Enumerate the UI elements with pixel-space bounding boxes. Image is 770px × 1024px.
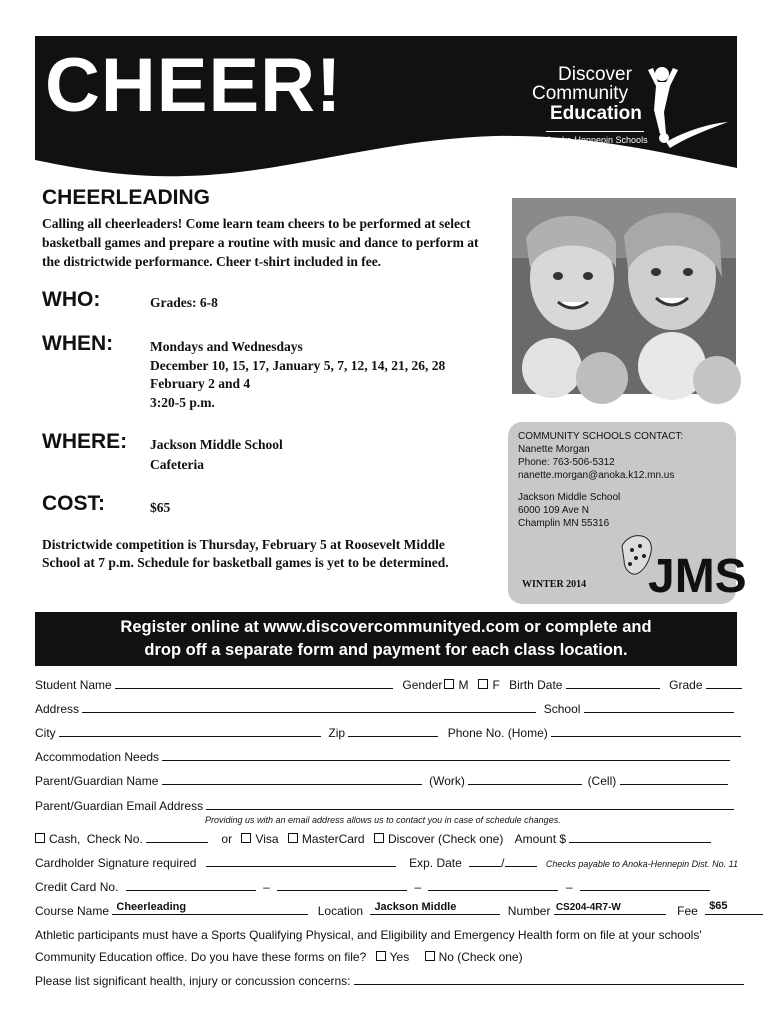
contact-address: 6000 109 Ave N [518, 505, 589, 516]
cash-label: Cash, [49, 832, 81, 846]
visa-checkbox[interactable] [241, 833, 251, 843]
logo-line2: Community [532, 83, 629, 104]
logo-line4: Anoka-Hennepin Schools [546, 135, 648, 145]
contact-phone: Phone: 763-506-5312 [518, 457, 615, 468]
cc-group4-field[interactable] [580, 880, 710, 891]
parent-name-label: Parent/Guardian Name [35, 774, 159, 788]
program-description: Calling all cheerleaders! Come learn team cheers to be performed at select basketball games and prepare a routine with music and dance to perform at the districtwide performance. Cheer t-shirt included in fee. [42, 216, 479, 269]
where-label: WHERE: [42, 430, 128, 453]
parent-email-label: Parent/Guardian Email Address [35, 799, 204, 813]
cell-label: (Cell) [587, 774, 617, 788]
concerns-field[interactable] [354, 974, 744, 985]
location-field[interactable] [370, 901, 500, 915]
where-line2: Cafeteria [150, 457, 204, 472]
discover-logo [532, 62, 732, 172]
number-label: Number [507, 904, 551, 918]
location-label: Location [317, 904, 364, 918]
yes-checkbox[interactable] [376, 951, 386, 961]
form-row-city [35, 726, 735, 740]
contact-school: Jackson Middle School [518, 492, 621, 503]
form-row-cardholder: Cardholder Signature required Exp. Date / Checks payable to Anoka-Hennepin Dist. No. 11 [35, 856, 738, 870]
yes-label: Yes [389, 950, 410, 964]
season-label: WINTER 2014 [522, 579, 587, 590]
competition-note: Districtwide competition is Thursday, February 5 at Roosevelt Middle School at 7 p.m. Schedule for basketball games is yet to be determined. [42, 537, 449, 570]
work-phone-field[interactable] [468, 774, 582, 785]
athletic-line1: Athletic participants must have a Sports Qualifying Physical, and Eligibility and Emergency Health form on file at your schools' [35, 928, 702, 942]
visa-label: Visa [255, 832, 279, 846]
amount-label: Amount $ [514, 832, 567, 846]
number-field[interactable] [554, 904, 666, 915]
contact-box [508, 422, 747, 604]
logo-line1: Discover [558, 64, 632, 85]
jms-logo-icon [618, 526, 747, 603]
gender-m-checkbox[interactable] [444, 679, 454, 689]
form-row-accommodation [35, 750, 735, 764]
form-row-credit-card: Credit Card No. – – – [35, 880, 735, 894]
zip-label: Zip [328, 726, 346, 740]
phone-home-label: Phone No. (Home) [447, 726, 548, 740]
exp-date-label: Exp. Date [409, 856, 462, 870]
athletic-line2: Community Education office. Do you have these forms on file? [35, 950, 367, 964]
contact-heading: COMMUNITY SCHOOLS CONTACT: [518, 431, 684, 442]
contact-email[interactable]: nanette.morgan@anoka.k12.mn.us [518, 470, 675, 481]
location-value: Jackson Middle [374, 901, 457, 913]
school-label: School [543, 702, 581, 716]
grade-field[interactable] [706, 678, 742, 689]
register-line2[interactable]: drop off a separate form and payment for each class location. [144, 641, 628, 659]
student-name-field[interactable] [115, 678, 393, 689]
photo-image [512, 198, 736, 394]
or-label: or [221, 832, 233, 846]
number-value: CS204-4R7-W [555, 902, 621, 913]
logo-divider [546, 131, 644, 132]
exp-month-field[interactable] [469, 856, 501, 867]
cc-group1-field[interactable] [126, 880, 256, 891]
form-row-parent [35, 774, 735, 788]
when-label: WHEN: [42, 332, 114, 355]
credit-card-label: Credit Card No. [35, 880, 119, 894]
page-title: CHEER! [45, 43, 343, 128]
email-note: Providing us with an email address allows us to contact you in case of schedule changes. [205, 815, 561, 825]
when-line1: Mondays and Wednesdays [150, 339, 303, 354]
mastercard-label: MasterCard [301, 832, 365, 846]
discover-checkbox[interactable] [374, 833, 384, 843]
address-label: Address [35, 702, 80, 716]
accommodation-label: Accommodation Needs [35, 750, 160, 764]
school-field[interactable] [584, 702, 734, 713]
where-line1: Jackson Middle School [150, 437, 283, 452]
check-no-label: Check No. [86, 832, 143, 846]
discover-label: Discover (Check one) [387, 832, 504, 846]
birth-date-field[interactable] [566, 678, 660, 689]
course-name-value: Cheerleading [116, 901, 187, 913]
when-line2: December 10, 15, 17, January 5, 7, 12, 14, 21, 26, 28 [150, 358, 446, 373]
form-row-concerns [35, 974, 735, 988]
register-banner [35, 612, 737, 666]
when-line3: February 2 and 4 [150, 376, 251, 391]
cell-phone-field[interactable] [620, 774, 728, 785]
student-name-label: Student Name [35, 678, 112, 692]
cc-group3-field[interactable] [428, 880, 558, 891]
parent-email-field[interactable] [206, 799, 734, 810]
course-name-field[interactable] [112, 901, 308, 915]
city-field[interactable] [59, 726, 321, 737]
form-row-payment [35, 832, 735, 846]
mastercard-checkbox[interactable] [288, 833, 298, 843]
form-row-forms-on-file [35, 950, 735, 964]
birth-date-label: Birth Date [509, 678, 563, 692]
parent-name-field[interactable] [162, 774, 422, 785]
gender-f-label: F [492, 678, 500, 692]
jms-logo-text: JMS [648, 550, 747, 603]
no-label: No (Check one) [438, 950, 523, 964]
form-row-student [35, 678, 735, 692]
course-name-label: Course Name [35, 904, 110, 918]
cost-value: $65 [150, 500, 171, 515]
gender-m-label: M [458, 678, 469, 692]
contact-name: Nanette Morgan [518, 444, 590, 455]
phone-home-field[interactable] [551, 726, 741, 737]
grade-label: Grade [669, 678, 703, 692]
gender-f-checkbox[interactable] [478, 679, 488, 689]
fee-field[interactable] [705, 900, 763, 915]
exp-year-field[interactable] [505, 856, 537, 867]
register-line1: Register online at www.discovercommunityed.com or complete and [120, 618, 652, 636]
cardholder-signature-field[interactable] [206, 856, 396, 867]
cc-group2-field[interactable] [277, 880, 407, 891]
cash-checkbox[interactable] [35, 833, 45, 843]
when-line4: 3:20-5 p.m. [150, 395, 215, 410]
city-label: City [35, 726, 56, 740]
check-no-field[interactable] [146, 832, 208, 843]
cost-label: COST: [42, 492, 105, 515]
form-row-course [35, 900, 735, 918]
jumping-figure-icon [640, 64, 730, 148]
gender-label: Gender [402, 678, 443, 692]
fee-value: $65 [709, 900, 728, 912]
amount-field[interactable] [569, 832, 711, 843]
work-label: (Work) [429, 774, 465, 788]
concerns-label: Please list significant health, injury or concussion concerns: [35, 974, 351, 988]
cardholder-label: Cardholder Signature required [35, 856, 197, 870]
who-value: Grades: 6-8 [150, 295, 218, 310]
address-field[interactable] [82, 702, 536, 713]
header-banner [35, 36, 737, 178]
checks-payable-note: Checks payable to Anoka-Hennepin Dist. No. 11 [545, 859, 738, 869]
program-heading: CHEERLEADING [42, 186, 211, 209]
who-label: WHO: [42, 288, 101, 311]
accommodation-field[interactable] [162, 750, 730, 761]
logo-line3: Education [550, 103, 642, 124]
contact-city: Champlin MN 55316 [518, 518, 610, 529]
cheerleaders-photo [512, 198, 736, 394]
form-row-address [35, 702, 735, 716]
zip-field[interactable] [348, 726, 438, 737]
form-row-email [35, 799, 735, 813]
fee-label: Fee [677, 904, 698, 918]
no-checkbox[interactable] [425, 951, 435, 961]
